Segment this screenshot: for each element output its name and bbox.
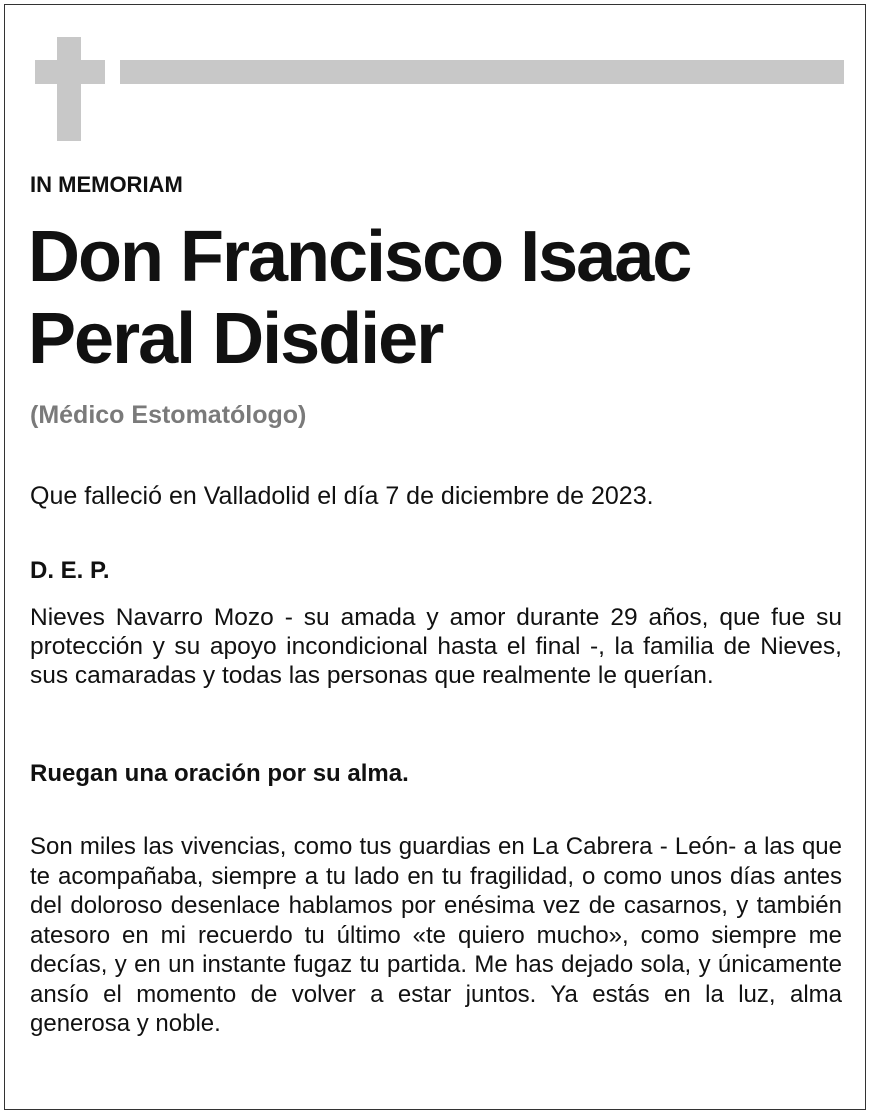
family-paragraph: Nieves Navarro Mozo - su amada y amor durante 29 años, que fue su protección y su apoyo incondicional hasta el final -, la familia de Nieves, sus camaradas y todas las personas que realmente le querían. (30, 604, 842, 689)
in-memoriam-label: IN MEMORIAM (30, 172, 183, 197)
cross-icon-horizontal (35, 60, 105, 84)
deceased-name: Don Francisco Isaac Peral Disdier (28, 217, 691, 379)
profession-label: (Médico Estomatólogo) (30, 401, 307, 429)
header-divider-bar (120, 60, 844, 84)
cross-icon-vertical (57, 37, 81, 141)
dep-label: D. E. P. (30, 557, 110, 584)
prayer-request: Ruegan una oración por su alma. (30, 760, 409, 787)
death-notice: Que falleció en Valladolid el día 7 de diciembre de 2023. (30, 482, 654, 510)
farewell-message: Son miles las vivencias, como tus guardias en La Cabrera - León- a las que te acompañaba, siempre a tu lado en tu fragilidad, o como unos días antes del doloroso desenlace hablamos por enésima vez de casarnos, y también atesoro en mi recuerdo tu último «te quiero mucho», como siempre me decías, y en un instante fugaz tu partida. Me has dejado sola, y únicamente ansío el momento de volver a estar juntos. Ya estás en la luz, alma generosa y noble. (30, 833, 842, 1037)
